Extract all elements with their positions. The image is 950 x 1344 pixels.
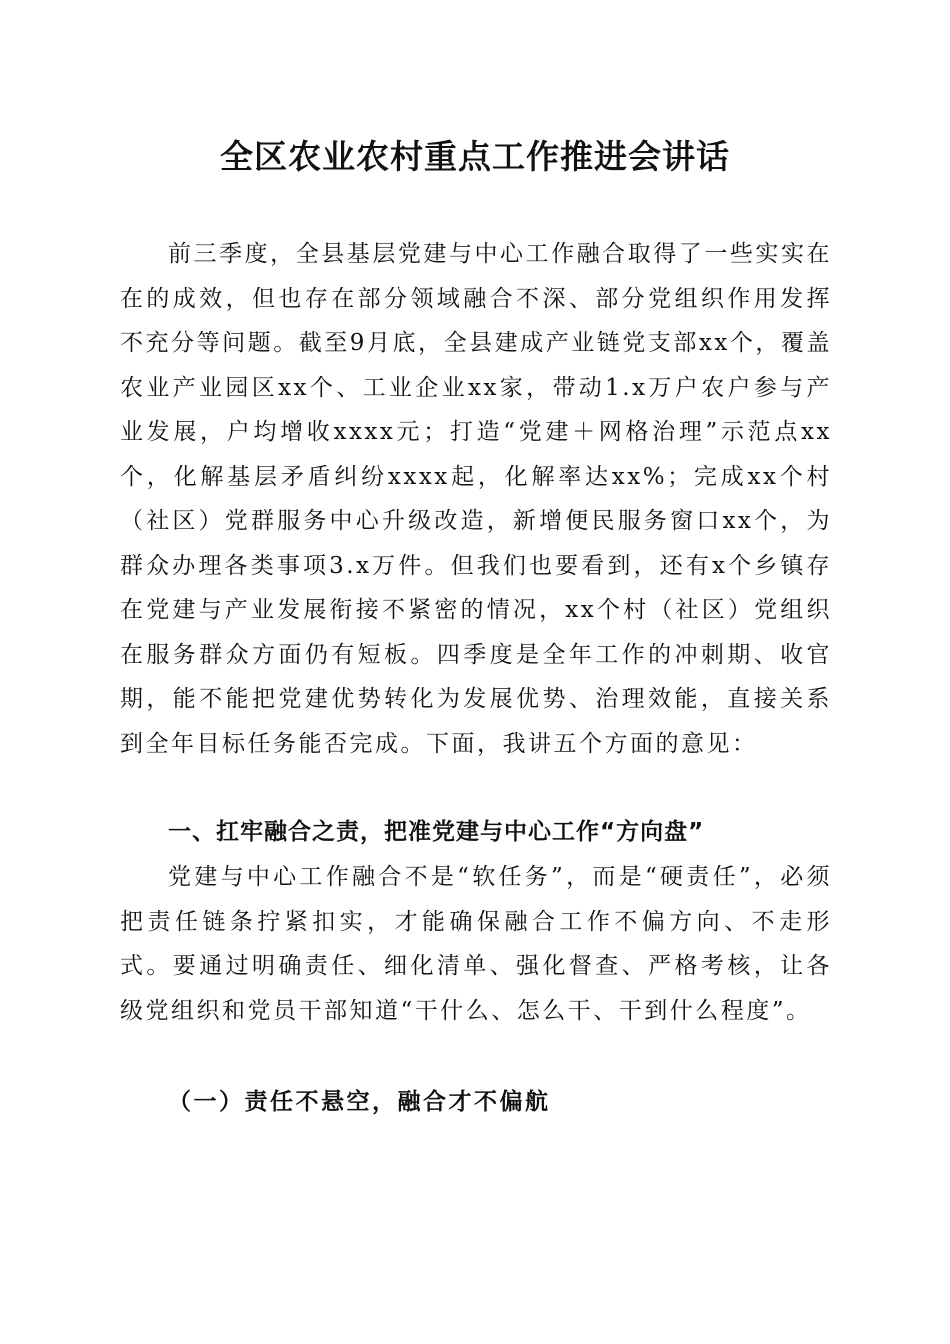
intro-paragraph: 前三季度，全县基层党建与中心工作融合取得了一些实实在在的成效，但也存在部分领域融合不深、部分党组织作用发挥不充分等问题。截至9月底，全县建成产业链党支部xx个，覆盖农业产业园区xx个、工业企业xx家，带动1.x万户农户参与产业发展，户均增收xxxx元；打造“党建＋网格治理”示范点xx个，化解基层矛盾纠纷xxxx起，化解率达xx%；完成xx个村（社区）党群服务中心升级改造，新增便民服务窗口xx个，为群众办理各类事项3.x万件。但我们也要看到，还有x个乡镇存在党建与产业发展衔接不紧密的情况，xx个村（社区）党组织在服务群众方面仍有短板。四季度是全年工作的冲刺期、收官期，能不能把党建优势转化为发展优势、治理效能，直接关系到全年目标任务能否完成。下面，我讲五个方面的意见： [120, 241, 832, 757]
section-heading: 一、扛牢融合之责，把准党建与中心工作“方向盘” [168, 819, 705, 845]
subsection-heading: （一）责任不悬空，融合才不偏航 [168, 1088, 551, 1115]
document-title: 全区农业农村重点工作推进会讲话 [220, 137, 730, 176]
section-paragraph: 党建与中心工作融合不是“软任务”，而是“硬责任”，必须把责任链条拧紧扣实，才能确保融合工作不偏方向、不走形式。要通过明确责任、细化清单、强化督查、严格考核，让各级党组织和党员干部知道“干什么、怎么干、干到什么程度”。 [120, 864, 832, 1024]
